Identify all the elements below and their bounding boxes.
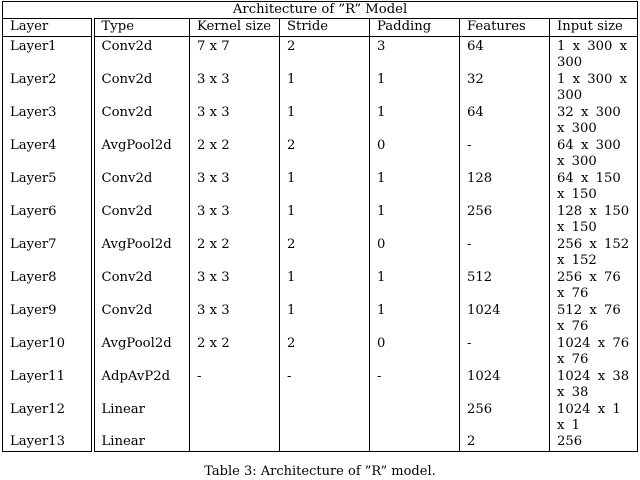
kernel-size-cell: 3 x 3 xyxy=(190,105,280,138)
stride-cell: 2 xyxy=(280,237,370,270)
kernel-size-cell: 3 x 3 xyxy=(190,270,280,303)
type-cell: Conv2d xyxy=(93,270,190,303)
layer-cell: Layer13 xyxy=(3,434,93,452)
stride-cell: 1 xyxy=(280,171,370,204)
table-body xyxy=(3,37,638,452)
type-cell: Conv2d xyxy=(93,72,190,105)
input-size-cell: 1 x 300 x 300 xyxy=(550,72,638,105)
layer-cell: Layer8 xyxy=(3,270,93,303)
layer-cell: Layer11 xyxy=(3,369,93,402)
table-title: Architecture of ”R” Model xyxy=(3,2,638,19)
table-row xyxy=(3,369,638,402)
features-cell: 64 xyxy=(460,37,550,73)
header-padding: Padding xyxy=(370,19,460,37)
features-cell: 2 xyxy=(460,434,550,452)
kernel-size-cell: 7 x 7 xyxy=(190,37,280,73)
input-size-cell: 1024 x 38 x 38 xyxy=(550,369,638,402)
input-size-cell: 256 x 76 x 76 xyxy=(550,270,638,303)
layer-cell: Layer10 xyxy=(3,336,93,369)
stride-cell: 1 xyxy=(280,270,370,303)
input-size-cell: 1024 x 76 x 76 xyxy=(550,336,638,369)
layer-cell: Layer6 xyxy=(3,204,93,237)
stride-cell: 1 xyxy=(280,72,370,105)
header-input-size: Input size xyxy=(550,19,638,37)
padding-cell: 0 xyxy=(370,138,460,171)
features-cell: 256 xyxy=(460,204,550,237)
table-row xyxy=(3,402,638,434)
features-cell: - xyxy=(460,138,550,171)
padding-cell xyxy=(370,402,460,434)
layer-cell: Layer4 xyxy=(3,138,93,171)
padding-cell: 1 xyxy=(370,303,460,336)
input-size-cell: 256 xyxy=(550,434,638,452)
header-layer: Layer xyxy=(3,19,93,37)
features-cell: 32 xyxy=(460,72,550,105)
stride-cell: - xyxy=(280,369,370,402)
header-kernel-size: Kernel size xyxy=(190,19,280,37)
type-cell: Linear xyxy=(93,402,190,434)
table-row xyxy=(3,270,638,303)
stride-cell: 1 xyxy=(280,204,370,237)
kernel-size-cell: 2 x 2 xyxy=(190,336,280,369)
input-size-cell: 512 x 76 x 76 xyxy=(550,303,638,336)
padding-cell: - xyxy=(370,369,460,402)
features-cell: - xyxy=(460,336,550,369)
stride-cell: 2 xyxy=(280,138,370,171)
header-type: Type xyxy=(93,19,190,37)
table-row xyxy=(3,72,638,105)
stride-cell: 1 xyxy=(280,105,370,138)
table-row xyxy=(3,37,638,73)
table-row xyxy=(3,105,638,138)
input-size-cell: 1 x 300 x 300 xyxy=(550,37,638,73)
input-size-cell: 128 x 150 x 150 xyxy=(550,204,638,237)
padding-cell: 1 xyxy=(370,105,460,138)
architecture-table xyxy=(2,1,638,452)
type-cell: Conv2d xyxy=(93,171,190,204)
features-cell: 512 xyxy=(460,270,550,303)
table-row xyxy=(3,138,638,171)
input-size-cell: 64 x 300 x 300 xyxy=(550,138,638,171)
padding-cell: 1 xyxy=(370,171,460,204)
header-features: Features xyxy=(460,19,550,37)
layer-cell: Layer1 xyxy=(3,37,93,73)
kernel-size-cell: 2 x 2 xyxy=(190,138,280,171)
stride-cell: 2 xyxy=(280,37,370,73)
table-row xyxy=(3,171,638,204)
stride-cell: 2 xyxy=(280,336,370,369)
kernel-size-cell: 3 x 3 xyxy=(190,72,280,105)
header-row xyxy=(3,19,638,37)
kernel-size-cell: - xyxy=(190,369,280,402)
features-cell: 64 xyxy=(460,105,550,138)
layer-cell: Layer12 xyxy=(3,402,93,434)
features-cell: 128 xyxy=(460,171,550,204)
type-cell: Conv2d xyxy=(93,105,190,138)
type-cell: Conv2d xyxy=(93,303,190,336)
padding-cell: 1 xyxy=(370,270,460,303)
header-stride: Stride xyxy=(280,19,370,37)
stride-cell xyxy=(280,434,370,452)
stride-cell: 1 xyxy=(280,303,370,336)
features-cell: 1024 xyxy=(460,303,550,336)
padding-cell: 0 xyxy=(370,336,460,369)
table-caption: Table 3: Architecture of ”R” model. xyxy=(204,464,436,479)
layer-cell: Layer5 xyxy=(3,171,93,204)
input-size-cell: 1024 x 1 x 1 xyxy=(550,402,638,434)
layer-cell: Layer9 xyxy=(3,303,93,336)
features-cell: 1024 xyxy=(460,369,550,402)
type-cell: Conv2d xyxy=(93,37,190,73)
table-row xyxy=(3,336,638,369)
padding-cell: 3 xyxy=(370,37,460,73)
table-row xyxy=(3,204,638,237)
kernel-size-cell: 3 x 3 xyxy=(190,204,280,237)
input-size-cell: 32 x 300 x 300 xyxy=(550,105,638,138)
padding-cell: 1 xyxy=(370,204,460,237)
layer-cell: Layer2 xyxy=(3,72,93,105)
type-cell: Conv2d xyxy=(93,204,190,237)
layer-cell: Layer7 xyxy=(3,237,93,270)
layer-cell: Layer3 xyxy=(3,105,93,138)
input-size-cell: 256 x 152 x 152 xyxy=(550,237,638,270)
kernel-size-cell: 3 x 3 xyxy=(190,303,280,336)
type-cell: AdpAvP2d xyxy=(93,369,190,402)
table-row xyxy=(3,303,638,336)
padding-cell: 1 xyxy=(370,72,460,105)
input-size-cell: 64 x 150 x 150 xyxy=(550,171,638,204)
type-cell: Linear xyxy=(93,434,190,452)
padding-cell xyxy=(370,434,460,452)
kernel-size-cell xyxy=(190,402,280,434)
features-cell: - xyxy=(460,237,550,270)
kernel-size-cell xyxy=(190,434,280,452)
kernel-size-cell: 2 x 2 xyxy=(190,237,280,270)
features-cell: 256 xyxy=(460,402,550,434)
padding-cell: 0 xyxy=(370,237,460,270)
type-cell: AvgPool2d xyxy=(93,138,190,171)
stride-cell xyxy=(280,402,370,434)
kernel-size-cell: 3 x 3 xyxy=(190,171,280,204)
table-row xyxy=(3,237,638,270)
type-cell: AvgPool2d xyxy=(93,237,190,270)
type-cell: AvgPool2d xyxy=(93,336,190,369)
table-row xyxy=(3,434,638,452)
